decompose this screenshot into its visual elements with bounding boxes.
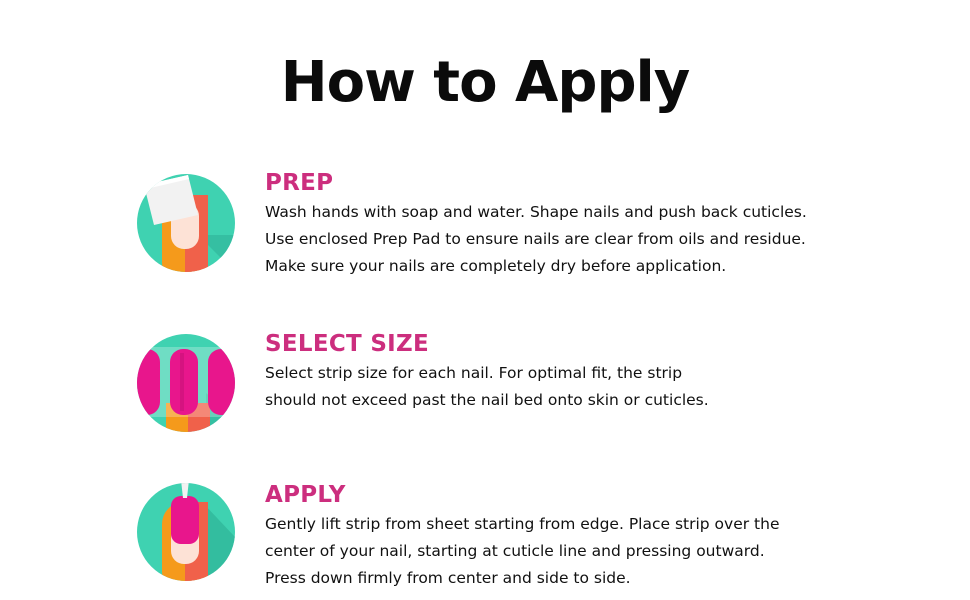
step-heading: APPLY — [265, 482, 346, 508]
step-description-line: Wash hands with soap and water. Shape nails and push back cuticles. — [265, 203, 807, 221]
step-heading: PREP — [265, 170, 334, 196]
step-description-line: Make sure your nails are completely dry before application. — [265, 257, 727, 275]
step-description-line: center of your nail, starting at cuticle line and pressing outward. — [265, 542, 765, 560]
nail-strips-sizes-icon — [136, 333, 236, 433]
step-heading: SELECT SIZE — [265, 331, 430, 357]
step-description — [265, 360, 905, 414]
page-title: How to Apply — [280, 50, 690, 115]
step-description-line: should not exceed past the nail bed onto skin or cuticles. — [265, 391, 709, 409]
step-description-line: Use enclosed Prep Pad to ensure nails are clear from oils and residue. — [265, 230, 806, 248]
step-description — [265, 511, 905, 592]
step-description-line: Press down firmly from center and side to side. — [265, 569, 631, 587]
nail-apply-strip-icon — [136, 482, 236, 582]
step-description-line: Select strip size for each nail. For optimal fit, the strip — [265, 364, 683, 382]
nail-prep-pad-icon — [136, 173, 236, 273]
step-description-line: Gently lift strip from sheet starting from edge. Place strip over the — [265, 515, 780, 533]
step-description — [265, 199, 905, 280]
